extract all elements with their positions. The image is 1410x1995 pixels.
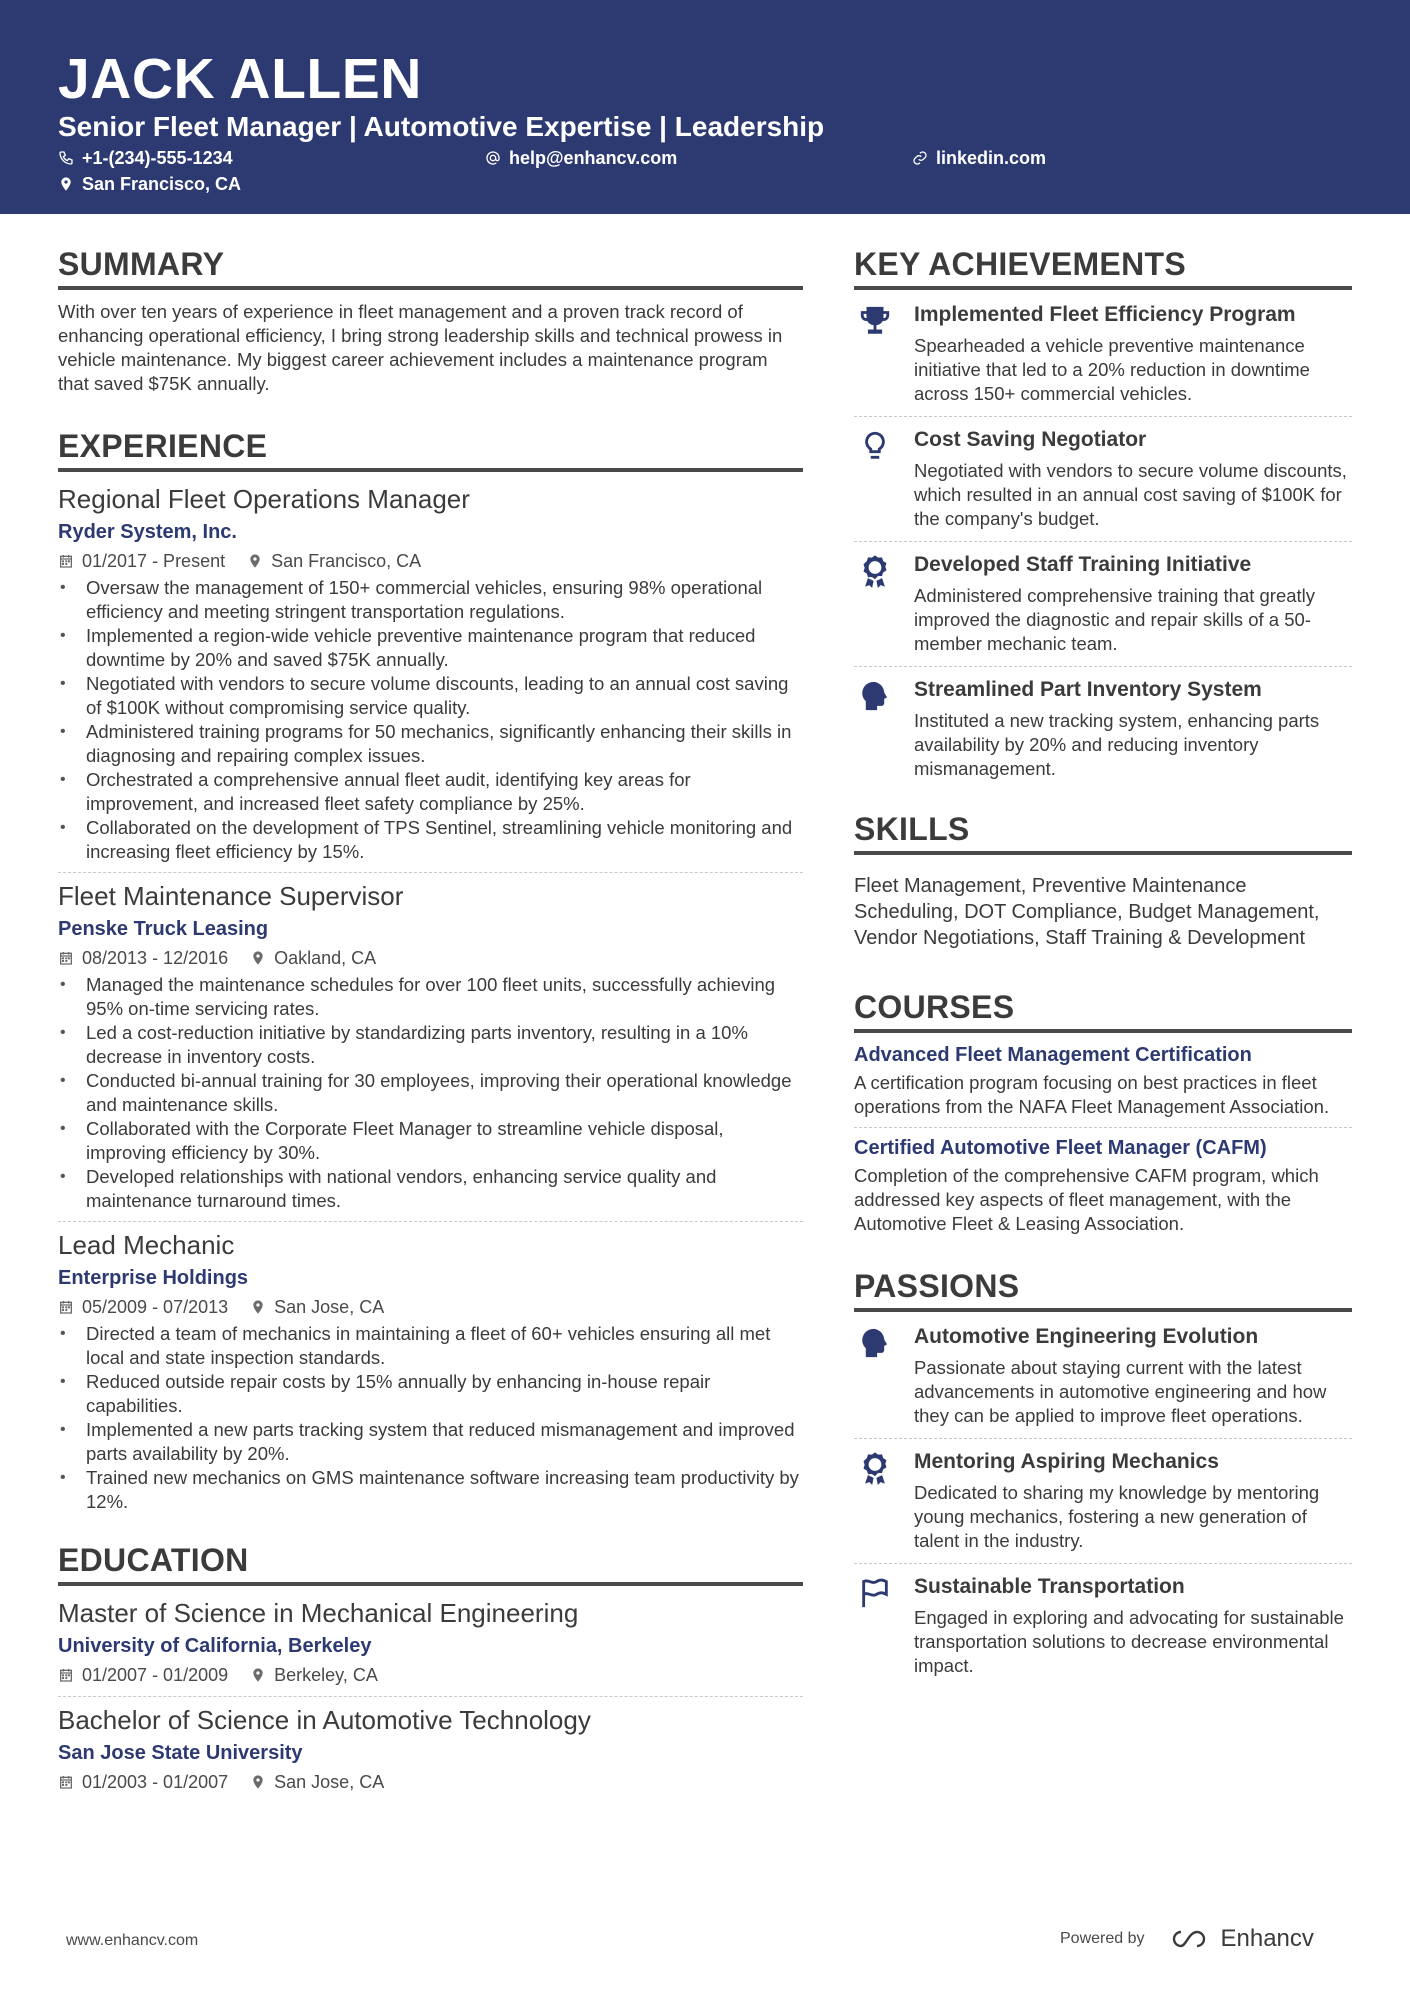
education-meta: [58, 1662, 803, 1688]
flag-icon: [858, 1576, 892, 1610]
calendar-icon: [58, 1299, 74, 1315]
contact-email[interactable]: [485, 146, 677, 170]
achievement-desc: Spearheaded a vehicle preventive maintenance initiative that led to a 20% reduction in downtime across 150+ commercial vehicles.: [914, 335, 1310, 404]
achievement-title: Developed Staff Training Initiative: [914, 553, 1252, 576]
section-title-achievements: KEY ACHIEVEMENTS: [854, 246, 1186, 282]
passion-title: Automotive Engineering Evolution: [914, 1325, 1259, 1348]
passion-item: [854, 1439, 1352, 1559]
skills-text: Fleet Management, Preventive Maintenance Scheduling, DOT Compliance, Budget Management, Vendor Negotiations, Staff Training & Development: [854, 875, 1320, 949]
section-title-education: EDUCATION: [58, 1542, 249, 1578]
job-dates: 08/2013 - 12/2016: [82, 948, 229, 968]
section-title-passions: PASSIONS: [854, 1268, 1020, 1304]
course-desc: Completion of the comprehensive CAFM program, which addressed key aspects of fleet management, with the Automotive Fleet & Leasing Association.: [854, 1165, 1319, 1234]
section-divider: [58, 468, 803, 472]
job-meta: [58, 1294, 803, 1320]
email-text: help@enhancv.com: [509, 148, 678, 168]
degree: Bachelor of Science in Automotive Technology: [58, 1705, 591, 1735]
section-divider: [854, 1308, 1352, 1312]
education-dates: 01/2007 - 01/2009: [82, 1665, 229, 1685]
medal-icon: [858, 1451, 892, 1485]
achievement-title: Streamlined Part Inventory System: [914, 678, 1262, 701]
linkedin-text: linkedin.com: [936, 148, 1047, 168]
medal-icon: [858, 554, 892, 588]
job-location: San Francisco, CA: [271, 551, 422, 571]
passion-desc: Dedicated to sharing my knowledge by mentoring young mechanics, fostering a new generation of talent in the industry.: [914, 1482, 1320, 1551]
passion-desc: Engaged in exploring and advocating for sustainable transportation solutions to decrease environmental impact.: [914, 1607, 1344, 1676]
location-pin-icon: [58, 176, 74, 192]
job-role: Regional Fleet Operations Manager: [58, 484, 470, 514]
brand-logo: [1167, 1925, 1314, 1953]
bullet-item: • Implemented a new parts tracking system that reduced mismanagement and improved parts availability by 20%.: [58, 1418, 803, 1466]
summary-text: With over ten years of experience in fleet management and a proven track record of enhancing operational efficiency, I bring strong leadership skills and technical prowess in vehicle maintenance. My biggest career achievement includes a maintenance program that saved $75K annually.: [58, 301, 783, 394]
bullet-item: • Negotiated with vendors to secure volume discounts, leading to an annual cost saving of $100K without compromising service quality.: [58, 672, 803, 720]
education-meta: [58, 1769, 803, 1795]
achievement-item: [854, 292, 1352, 412]
bullet-item: • Developed relationships with national vendors, enhancing service quality and maintenance turnaround times.: [58, 1165, 803, 1213]
footer-branding[interactable]: [1060, 1925, 1314, 1953]
achievement-desc: Administered comprehensive training that greatly improved the diagnostic and repair skills of a 50-member mechanic team.: [914, 585, 1316, 654]
job-company: Enterprise Holdings: [58, 1267, 249, 1289]
bullet-item: • Oversaw the management of 150+ commercial vehicles, ensuring 98% operational efficiency and meeting stringent transportation regulations.: [58, 576, 803, 624]
course-title: Advanced Fleet Management Certification: [854, 1044, 1252, 1066]
section-divider: [58, 286, 803, 290]
education-entry: [58, 1596, 803, 1688]
at-icon: [485, 150, 501, 166]
school: University of California, Berkeley: [58, 1635, 372, 1657]
contact-linkedin[interactable]: [912, 146, 1046, 170]
section-title-courses: COURSES: [854, 989, 1015, 1025]
section-divider: [58, 1582, 803, 1586]
section-title-skills: SKILLS: [854, 811, 970, 847]
contact-location: [58, 172, 241, 196]
job-company: Ryder System, Inc.: [58, 521, 237, 543]
bullet-item: • Implemented a region-wide vehicle preventive maintenance program that reduced downtime by 20% and saved $75K annually.: [58, 624, 803, 672]
location-pin-icon: [250, 950, 266, 966]
achievement-item: [854, 542, 1352, 662]
location-pin-icon: [250, 1774, 266, 1790]
education-entry: [58, 1703, 803, 1795]
location-pin-icon: [250, 1667, 266, 1683]
job-location: Oakland, CA: [274, 948, 377, 968]
left-column: [58, 244, 803, 1795]
job-company: Penske Truck Leasing: [58, 918, 269, 940]
course-item: [854, 1134, 1352, 1236]
education-dates: 01/2003 - 01/2007: [82, 1772, 229, 1792]
powered-by-label: Powered by: [1060, 1930, 1145, 1947]
bullet-item: • Collaborated with the Corporate Fleet Manager to streamline vehicle disposal, improving efficiency by 30%.: [58, 1117, 803, 1165]
achievement-desc: Instituted a new tracking system, enhancing parts availability by 20% and reducing inventory mismanagement.: [914, 710, 1320, 779]
passion-item: [854, 1564, 1352, 1684]
calendar-icon: [58, 553, 74, 569]
section-divider: [854, 1029, 1352, 1033]
achievement-item: [854, 417, 1352, 537]
bullet-item: • Managed the maintenance schedules for over 100 fleet units, successfully achieving 95% on-time servicing rates.: [58, 973, 803, 1021]
job-location: San Jose, CA: [274, 1297, 385, 1317]
right-column: [854, 244, 1352, 1684]
job-bullets: [58, 1322, 803, 1514]
candidate-title: Senior Fleet Manager | Automotive Expertise | Leadership: [58, 111, 825, 142]
section-title-experience: EXPERIENCE: [58, 428, 268, 464]
candidate-name: JACK ALLEN: [58, 47, 422, 111]
achievement-item: [854, 667, 1352, 787]
section-title-summary: SUMMARY: [58, 246, 225, 282]
education-location: San Jose, CA: [274, 1772, 385, 1792]
enhancv-logo-icon: [1167, 1927, 1213, 1951]
achievement-title: Cost Saving Negotiator: [914, 428, 1147, 451]
degree: Master of Science in Mechanical Engineering: [58, 1598, 579, 1628]
job-role: Fleet Maintenance Supervisor: [58, 881, 404, 911]
bullet-item: • Directed a team of mechanics in maintaining a fleet of 60+ vehicles ensuring all met local and state inspection standards.: [58, 1322, 803, 1370]
school: San Jose State University: [58, 1742, 303, 1764]
course-title: Certified Automotive Fleet Manager (CAFM): [854, 1137, 1267, 1159]
location-text: San Francisco, CA: [82, 174, 242, 194]
achievement-desc: Negotiated with vendors to secure volume discounts, which resulted in an annual cost saving of $100K for the company's budget.: [914, 460, 1347, 529]
education-location: Berkeley, CA: [274, 1665, 378, 1685]
course-item: [854, 1041, 1352, 1119]
passion-title: Sustainable Transportation: [914, 1575, 1185, 1598]
passion-title: Mentoring Aspiring Mechanics: [914, 1450, 1219, 1473]
head-brain-icon: [858, 679, 892, 713]
job-dates: 01/2017 - Present: [82, 551, 226, 571]
calendar-icon: [58, 1774, 74, 1790]
passion-desc: Passionate about staying current with the latest advancements in automotive engineering and how they can be applied to improve fleet operations.: [914, 1357, 1327, 1426]
section-divider: [854, 286, 1352, 290]
contact-phone[interactable]: [58, 146, 233, 170]
phone-icon: [58, 150, 74, 166]
entry-divider: [854, 1127, 1352, 1128]
bullet-item: • Conducted bi-annual training for 30 employees, improving their operational knowledge and maintenance skills.: [58, 1069, 803, 1117]
experience-entry: [58, 482, 803, 864]
job-meta: [58, 548, 803, 574]
link-icon: [912, 150, 928, 166]
resume-header: [0, 0, 1410, 214]
trophy-icon: [858, 304, 892, 338]
calendar-icon: [58, 950, 74, 966]
passion-item: [854, 1314, 1352, 1434]
phone-text: +1-(234)-555-1234: [82, 148, 233, 168]
job-meta: [58, 945, 803, 971]
experience-entry: [58, 1228, 803, 1514]
head-brain-icon: [858, 1326, 892, 1360]
bullet-item: • Led a cost-reduction initiative by standardizing parts inventory, resulting in a 10% decrease in inventory costs.: [58, 1021, 803, 1069]
achievement-title: Implemented Fleet Efficiency Program: [914, 303, 1296, 326]
job-bullets: [58, 576, 803, 864]
bullet-item: • Trained new mechanics on GMS maintenance software increasing team productivity by 12%.: [58, 1466, 803, 1514]
section-divider: [854, 851, 1352, 855]
footer-website[interactable]: www.enhancv.com: [66, 1932, 199, 1949]
entry-divider: [58, 872, 803, 873]
bullet-item: • Reduced outside repair costs by 15% annually by enhancing in-house repair capabilities.: [58, 1370, 803, 1418]
job-bullets: [58, 973, 803, 1213]
experience-entry: [58, 879, 803, 1213]
bullet-item: • Administered training programs for 50 mechanics, significantly enhancing their skills in diagnosing and repairing complex issues.: [58, 720, 803, 768]
brand-name: Enhancv: [1220, 1925, 1314, 1952]
job-dates: 05/2009 - 07/2013: [82, 1297, 229, 1317]
lightbulb-icon: [858, 429, 892, 463]
bullet-item: • Collaborated on the development of TPS Sentinel, streamlining vehicle monitoring and increasing fleet efficiency by 15%.: [58, 816, 803, 864]
course-desc: A certification program focusing on best practices in fleet operations from the NAFA Fleet Management Association.: [854, 1072, 1330, 1117]
entry-divider: [58, 1696, 803, 1697]
job-role: Lead Mechanic: [58, 1230, 235, 1260]
entry-divider: [58, 1221, 803, 1222]
location-pin-icon: [250, 1299, 266, 1315]
calendar-icon: [58, 1667, 74, 1683]
bullet-item: • Orchestrated a comprehensive annual fleet audit, identifying key areas for improvement, and increased fleet safety compliance by 25%.: [58, 768, 803, 816]
location-pin-icon: [247, 553, 263, 569]
